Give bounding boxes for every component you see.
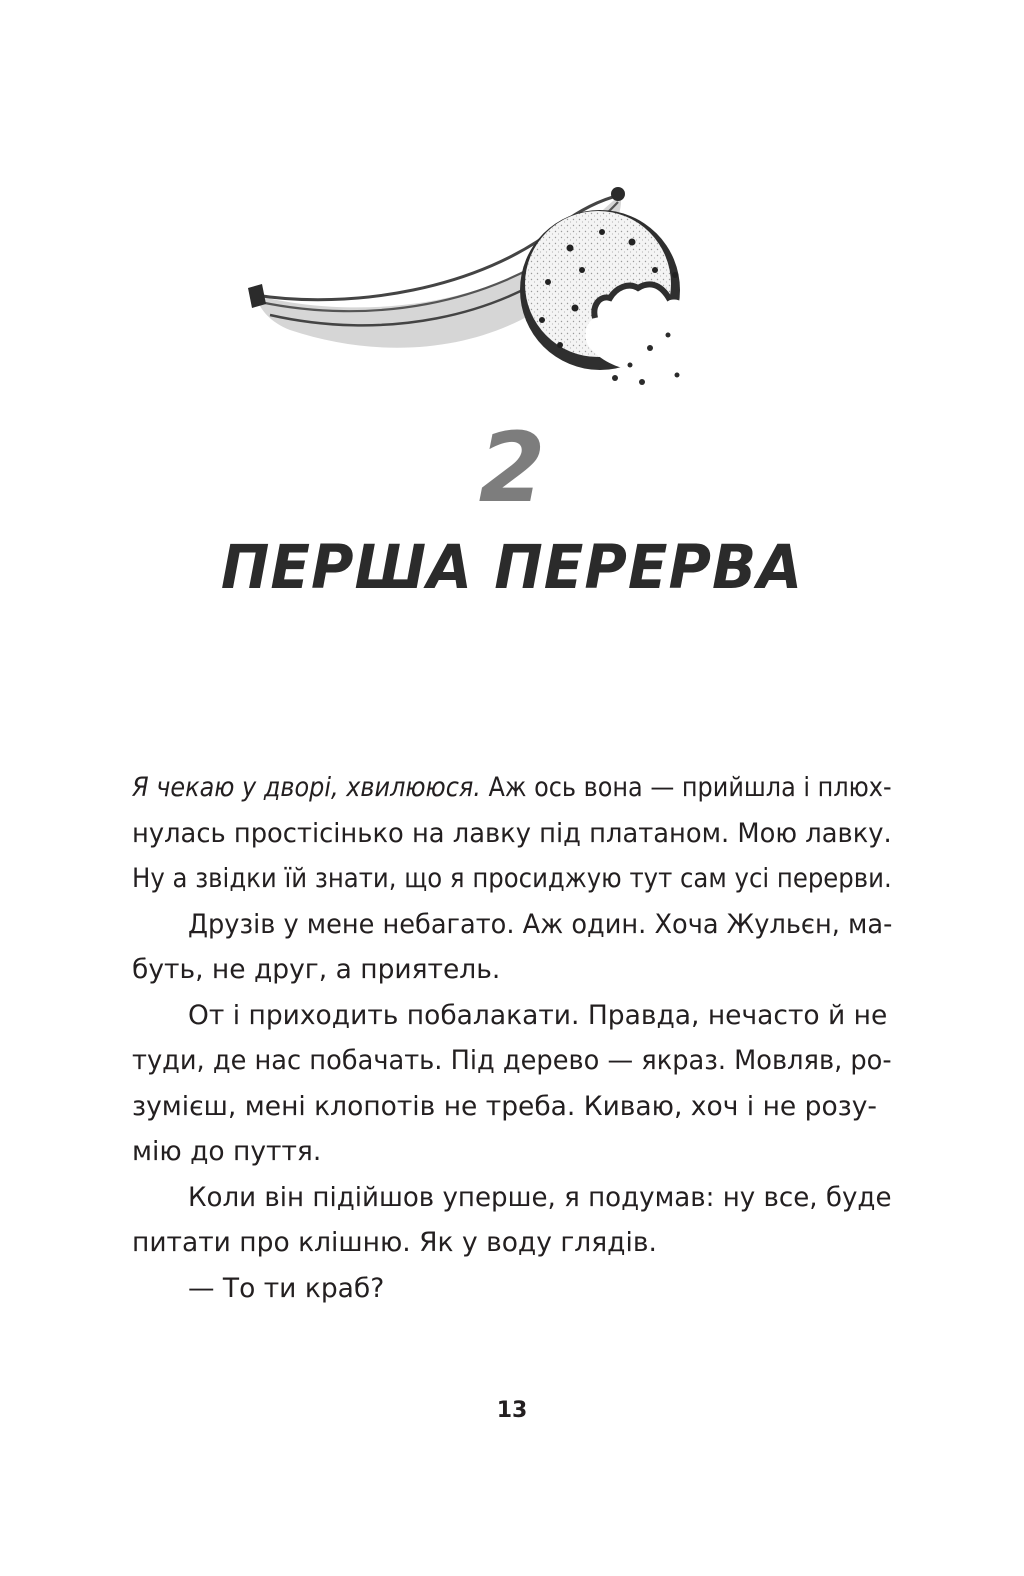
cookie-icon (520, 210, 690, 385)
text-line (132, 1129, 892, 1175)
text-line (132, 993, 892, 1039)
italic-phrase: Я чекаю у дворі, хвилююся. (132, 772, 481, 803)
text-line (132, 902, 892, 948)
line-text: — То ти краб? (188, 1272, 385, 1304)
text-line (132, 1084, 892, 1130)
line-text: питати про клішню. Як у воду глядів. (132, 1227, 657, 1258)
text-line (132, 1038, 892, 1084)
text-line (132, 1266, 892, 1312)
line-text (132, 765, 892, 811)
line-text: мію до пуття. (132, 1136, 322, 1167)
body-text (132, 765, 892, 1311)
text-line (132, 811, 892, 857)
line-text: Коли він підійшов уперше, я подумав: ну все, буде (188, 1181, 892, 1213)
line-text: Ну а звідки їй знати, що я просиджую тут сам усі перерви. (132, 863, 892, 894)
text-line (132, 1175, 892, 1221)
line-text: зумієш, мені клопотів не треба. Киваю, хоч і не розу- (132, 1090, 877, 1122)
line-text: нулась простісінько на лавку під платаном. Мою лавку. (132, 817, 892, 849)
line-text: туди, де нас побачать. Під дерево — якраз. Мовляв, ро- (132, 1045, 892, 1076)
line-text: От і приходить побалакати. Правда, нечасто й не (188, 999, 888, 1031)
line-text-rest: Аж ось вона — прийшла і плюх- (480, 772, 892, 803)
text-line (132, 765, 892, 811)
text-line (132, 947, 892, 993)
chapter-number: 2 (478, 412, 546, 524)
banana-cookie-illustration (230, 170, 720, 400)
page-number: 13 (496, 1398, 528, 1423)
text-line (132, 856, 892, 902)
line-text: буть, не друг, а приятель. (132, 954, 501, 985)
chapter-title: ПЕРША ПЕРЕРВА (220, 531, 804, 603)
text-line (132, 1220, 892, 1266)
line-text: Друзів у мене небагато. Аж один. Хоча Жульєн, ма- (188, 908, 893, 940)
